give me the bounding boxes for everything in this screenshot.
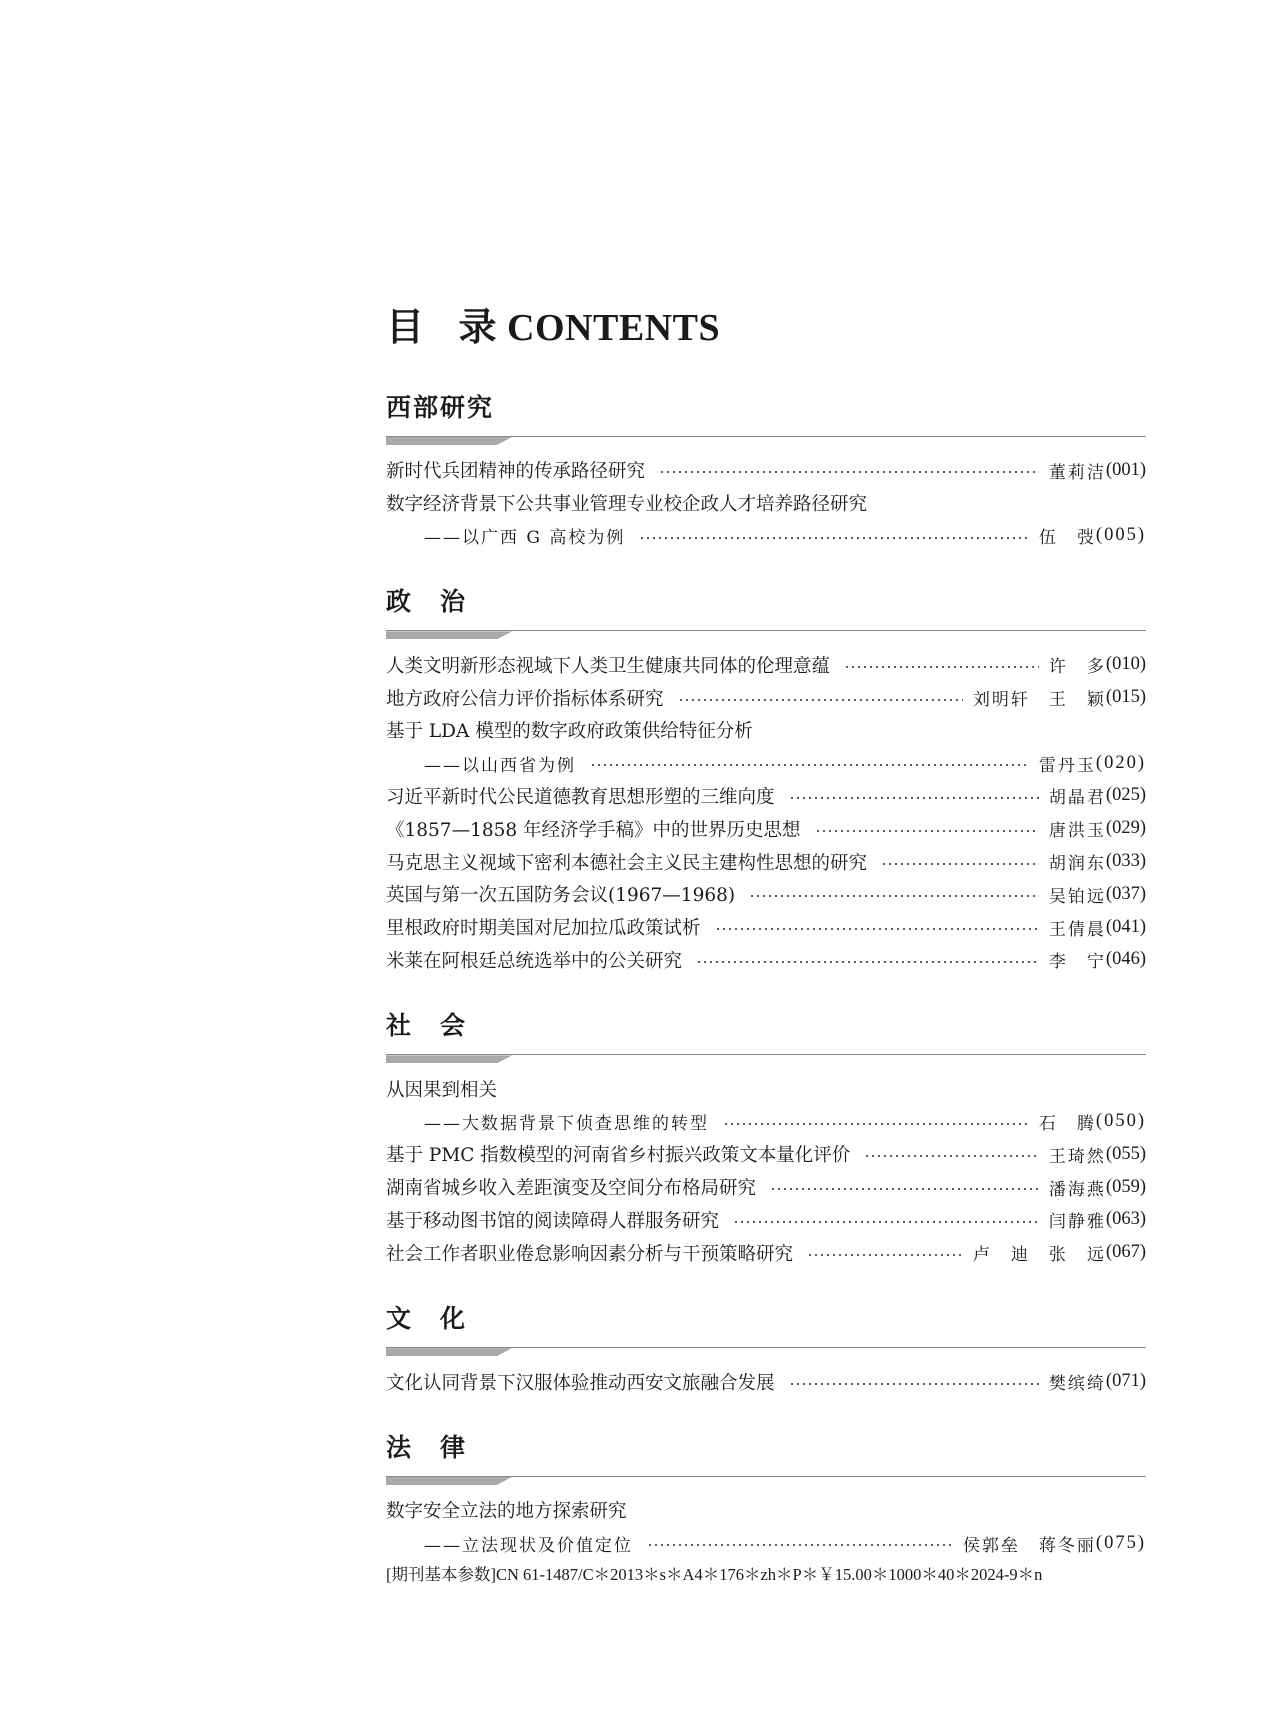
entry-page: (015) xyxy=(1105,687,1146,708)
divider-accent-bar xyxy=(386,631,512,639)
section-divider xyxy=(386,436,1146,437)
entry-author: 胡润东 xyxy=(1048,854,1106,875)
entry-author: 卢 迪 张 远 xyxy=(972,1245,1106,1266)
entry-title: 马克思主义视域下密利本德社会主义民主建构性思想的研究 xyxy=(386,852,868,874)
journal-parameters: [期刊基本参数]CN 61-1487/C＊2013＊s＊A4＊176＊zh＊P＊￥15.00＊1000＊40＊2024-9＊n xyxy=(386,1565,1043,1584)
entry-author: 刘明轩 王 颖 xyxy=(972,690,1106,711)
dot-leader xyxy=(789,1383,1039,1385)
toc-section xyxy=(386,1299,1146,1398)
entry-page: (050) xyxy=(1095,1111,1146,1132)
toc-entry[interactable] xyxy=(386,1204,1146,1237)
toc-entries xyxy=(386,631,1146,976)
page-title xyxy=(386,306,720,350)
toc-entry[interactable] xyxy=(386,1365,1146,1398)
dot-leader xyxy=(723,1123,1029,1125)
entry-page: (037) xyxy=(1105,883,1146,904)
entry-page: (001) xyxy=(1105,459,1146,480)
entry-author: 李 宁 xyxy=(1048,952,1106,973)
section-divider xyxy=(386,630,1146,631)
entry-page: (071) xyxy=(1105,1371,1146,1392)
dot-leader xyxy=(639,537,1029,539)
dot-leader xyxy=(678,699,963,701)
entry-page: (063) xyxy=(1105,1209,1146,1230)
dot-leader xyxy=(864,1155,1039,1157)
section-heading: 文 化 xyxy=(386,1304,468,1334)
toc-entries xyxy=(386,1477,1146,1560)
entry-author: 王琦然 xyxy=(1048,1146,1106,1167)
toc-section xyxy=(386,1006,1146,1269)
divider-accent-bar xyxy=(386,1055,512,1063)
toc-entry[interactable] xyxy=(386,1494,1146,1527)
entry-title: 湖南省城乡收入差距演变及空间分布格局研究 xyxy=(386,1178,757,1200)
toc-entries xyxy=(386,1055,1146,1269)
entry-title: 基于 PMC 指数模型的河南省乡村振兴政策文本量化评价 xyxy=(386,1145,851,1167)
entry-title: 从因果到相关 xyxy=(386,1079,498,1101)
toc-entry-subtitle[interactable] xyxy=(386,1527,1146,1560)
entry-page: (075) xyxy=(1095,1532,1146,1553)
toc-section xyxy=(386,582,1146,976)
entry-title: 数字安全立法的地方探索研究 xyxy=(386,1501,627,1523)
entry-title: 米莱在阿根廷总统选举中的公关研究 xyxy=(386,950,683,972)
entry-subtitle: ——以广西 G 高校为例 xyxy=(424,528,626,549)
dot-leader xyxy=(590,764,1029,766)
dot-leader xyxy=(733,1221,1039,1223)
entry-author: 闫静雅 xyxy=(1048,1212,1106,1233)
section-heading: 西部研究 xyxy=(386,393,495,422)
toc-entry-subtitle[interactable] xyxy=(386,747,1146,780)
divider-accent-bar xyxy=(386,1348,512,1356)
toc-entry[interactable] xyxy=(386,454,1146,487)
entry-title: 里根政府时期美国对尼加拉瓜政策试析 xyxy=(386,918,701,940)
toc-section xyxy=(386,1428,1146,1560)
entry-author: 樊缤绮 xyxy=(1048,1374,1106,1395)
toc-entry[interactable] xyxy=(386,780,1146,813)
toc-entry-subtitle[interactable] xyxy=(386,1105,1146,1138)
divider-accent-bar xyxy=(386,1477,512,1485)
entry-page: (010) xyxy=(1105,654,1146,675)
toc-entries xyxy=(386,437,1146,552)
section-heading: 社 会 xyxy=(386,1011,468,1041)
dot-leader xyxy=(881,863,1039,865)
entry-author: 王倩晨 xyxy=(1048,919,1106,940)
toc-entry[interactable] xyxy=(386,845,1146,878)
dot-leader xyxy=(715,928,1039,930)
entry-title: 社会工作者职业倦怠影响因素分析与干预策略研究 xyxy=(386,1243,794,1265)
dot-leader xyxy=(696,961,1039,963)
entry-title: 新时代兵团精神的传承路径研究 xyxy=(386,461,646,483)
toc-entry[interactable] xyxy=(386,812,1146,845)
entry-page: (067) xyxy=(1105,1242,1146,1263)
dot-leader xyxy=(749,895,1039,897)
section-divider xyxy=(386,1347,1146,1348)
dot-leader xyxy=(815,830,1039,832)
entry-title: 基于 LDA 模型的数字政府政策供给特征分析 xyxy=(386,721,753,743)
toc-entry[interactable] xyxy=(386,1072,1146,1105)
entry-page: (041) xyxy=(1105,916,1146,937)
entry-author: 胡晶君 xyxy=(1048,788,1106,809)
entry-subtitle: ——立法现状及价值定位 xyxy=(424,1535,633,1556)
entry-page: (020) xyxy=(1095,752,1146,773)
entry-page: (059) xyxy=(1105,1176,1146,1197)
entry-title: 英国与第一次五国防务会议(1967—1968) xyxy=(386,885,736,907)
toc-entry[interactable] xyxy=(386,1236,1146,1269)
entry-author: 石 腾 xyxy=(1038,1114,1096,1135)
entry-page: (055) xyxy=(1105,1143,1146,1164)
dot-leader xyxy=(844,666,1039,668)
entry-title: 《1857—1858 年经济学手稿》中的世界历史思想 xyxy=(386,819,801,841)
title-cn-1: 目 xyxy=(386,307,425,349)
entry-title: 地方政府公信力评价指标体系研究 xyxy=(386,688,664,710)
toc-entry[interactable] xyxy=(386,487,1146,520)
entry-author: 雷丹玉 xyxy=(1038,755,1096,776)
dot-leader xyxy=(659,471,1039,473)
entry-page: (029) xyxy=(1105,818,1146,839)
section-heading: 法 律 xyxy=(386,1432,468,1462)
entry-title: 文化认同背景下汉服体验推动西安文旅融合发展 xyxy=(386,1372,775,1394)
entry-page: (025) xyxy=(1105,785,1146,806)
dot-leader xyxy=(807,1254,963,1256)
toc-section xyxy=(386,388,1146,552)
toc-entry[interactable] xyxy=(386,944,1146,977)
entry-author: 吴铂远 xyxy=(1048,886,1106,907)
entry-title: 人类文明新形态视域下人类卫生健康共同体的伦理意蕴 xyxy=(386,655,831,677)
toc-entry[interactable] xyxy=(386,648,1146,681)
entry-author: 伍 弢 xyxy=(1038,528,1096,549)
entry-author: 侯郭垒 蒋冬丽 xyxy=(962,1535,1096,1556)
section-divider xyxy=(386,1476,1146,1477)
section-heading: 政 治 xyxy=(386,587,468,617)
toc-entry[interactable] xyxy=(386,911,1146,944)
dot-leader xyxy=(770,1188,1039,1190)
entry-author: 唐洪玉 xyxy=(1048,821,1106,842)
table-of-contents xyxy=(386,388,1146,1590)
entry-author: 董莉洁 xyxy=(1048,462,1106,483)
toc-entry[interactable] xyxy=(386,878,1146,911)
title-en: CONTENTS xyxy=(507,307,721,349)
toc-entries xyxy=(386,1348,1146,1398)
toc-entry-subtitle[interactable] xyxy=(386,520,1146,553)
toc-entry[interactable] xyxy=(386,1171,1146,1204)
entry-title: 数字经济背景下公共事业管理专业校企政人才培养路径研究 xyxy=(386,494,868,516)
entry-page: (005) xyxy=(1095,525,1146,546)
divider-accent-bar xyxy=(386,437,512,445)
entry-author: 潘海燕 xyxy=(1048,1179,1106,1200)
entry-title: 习近平新时代公民道德教育思想形塑的三维向度 xyxy=(386,786,775,808)
entry-subtitle: ——大数据背景下侦查思维的转型 xyxy=(424,1114,709,1135)
entry-page: (046) xyxy=(1105,949,1146,970)
toc-entry[interactable] xyxy=(386,681,1146,714)
section-divider xyxy=(386,1054,1146,1055)
entry-subtitle: ——以山西省为例 xyxy=(424,755,576,776)
title-cn-2: 录 xyxy=(458,307,498,349)
entry-title: 基于移动图书馆的阅读障碍人群服务研究 xyxy=(386,1210,720,1232)
dot-leader xyxy=(789,797,1039,799)
toc-entry[interactable] xyxy=(386,1138,1146,1171)
toc-entry[interactable] xyxy=(386,714,1146,747)
dot-leader xyxy=(647,1544,953,1546)
entry-author: 许 多 xyxy=(1048,657,1106,678)
entry-page: (033) xyxy=(1105,851,1146,872)
